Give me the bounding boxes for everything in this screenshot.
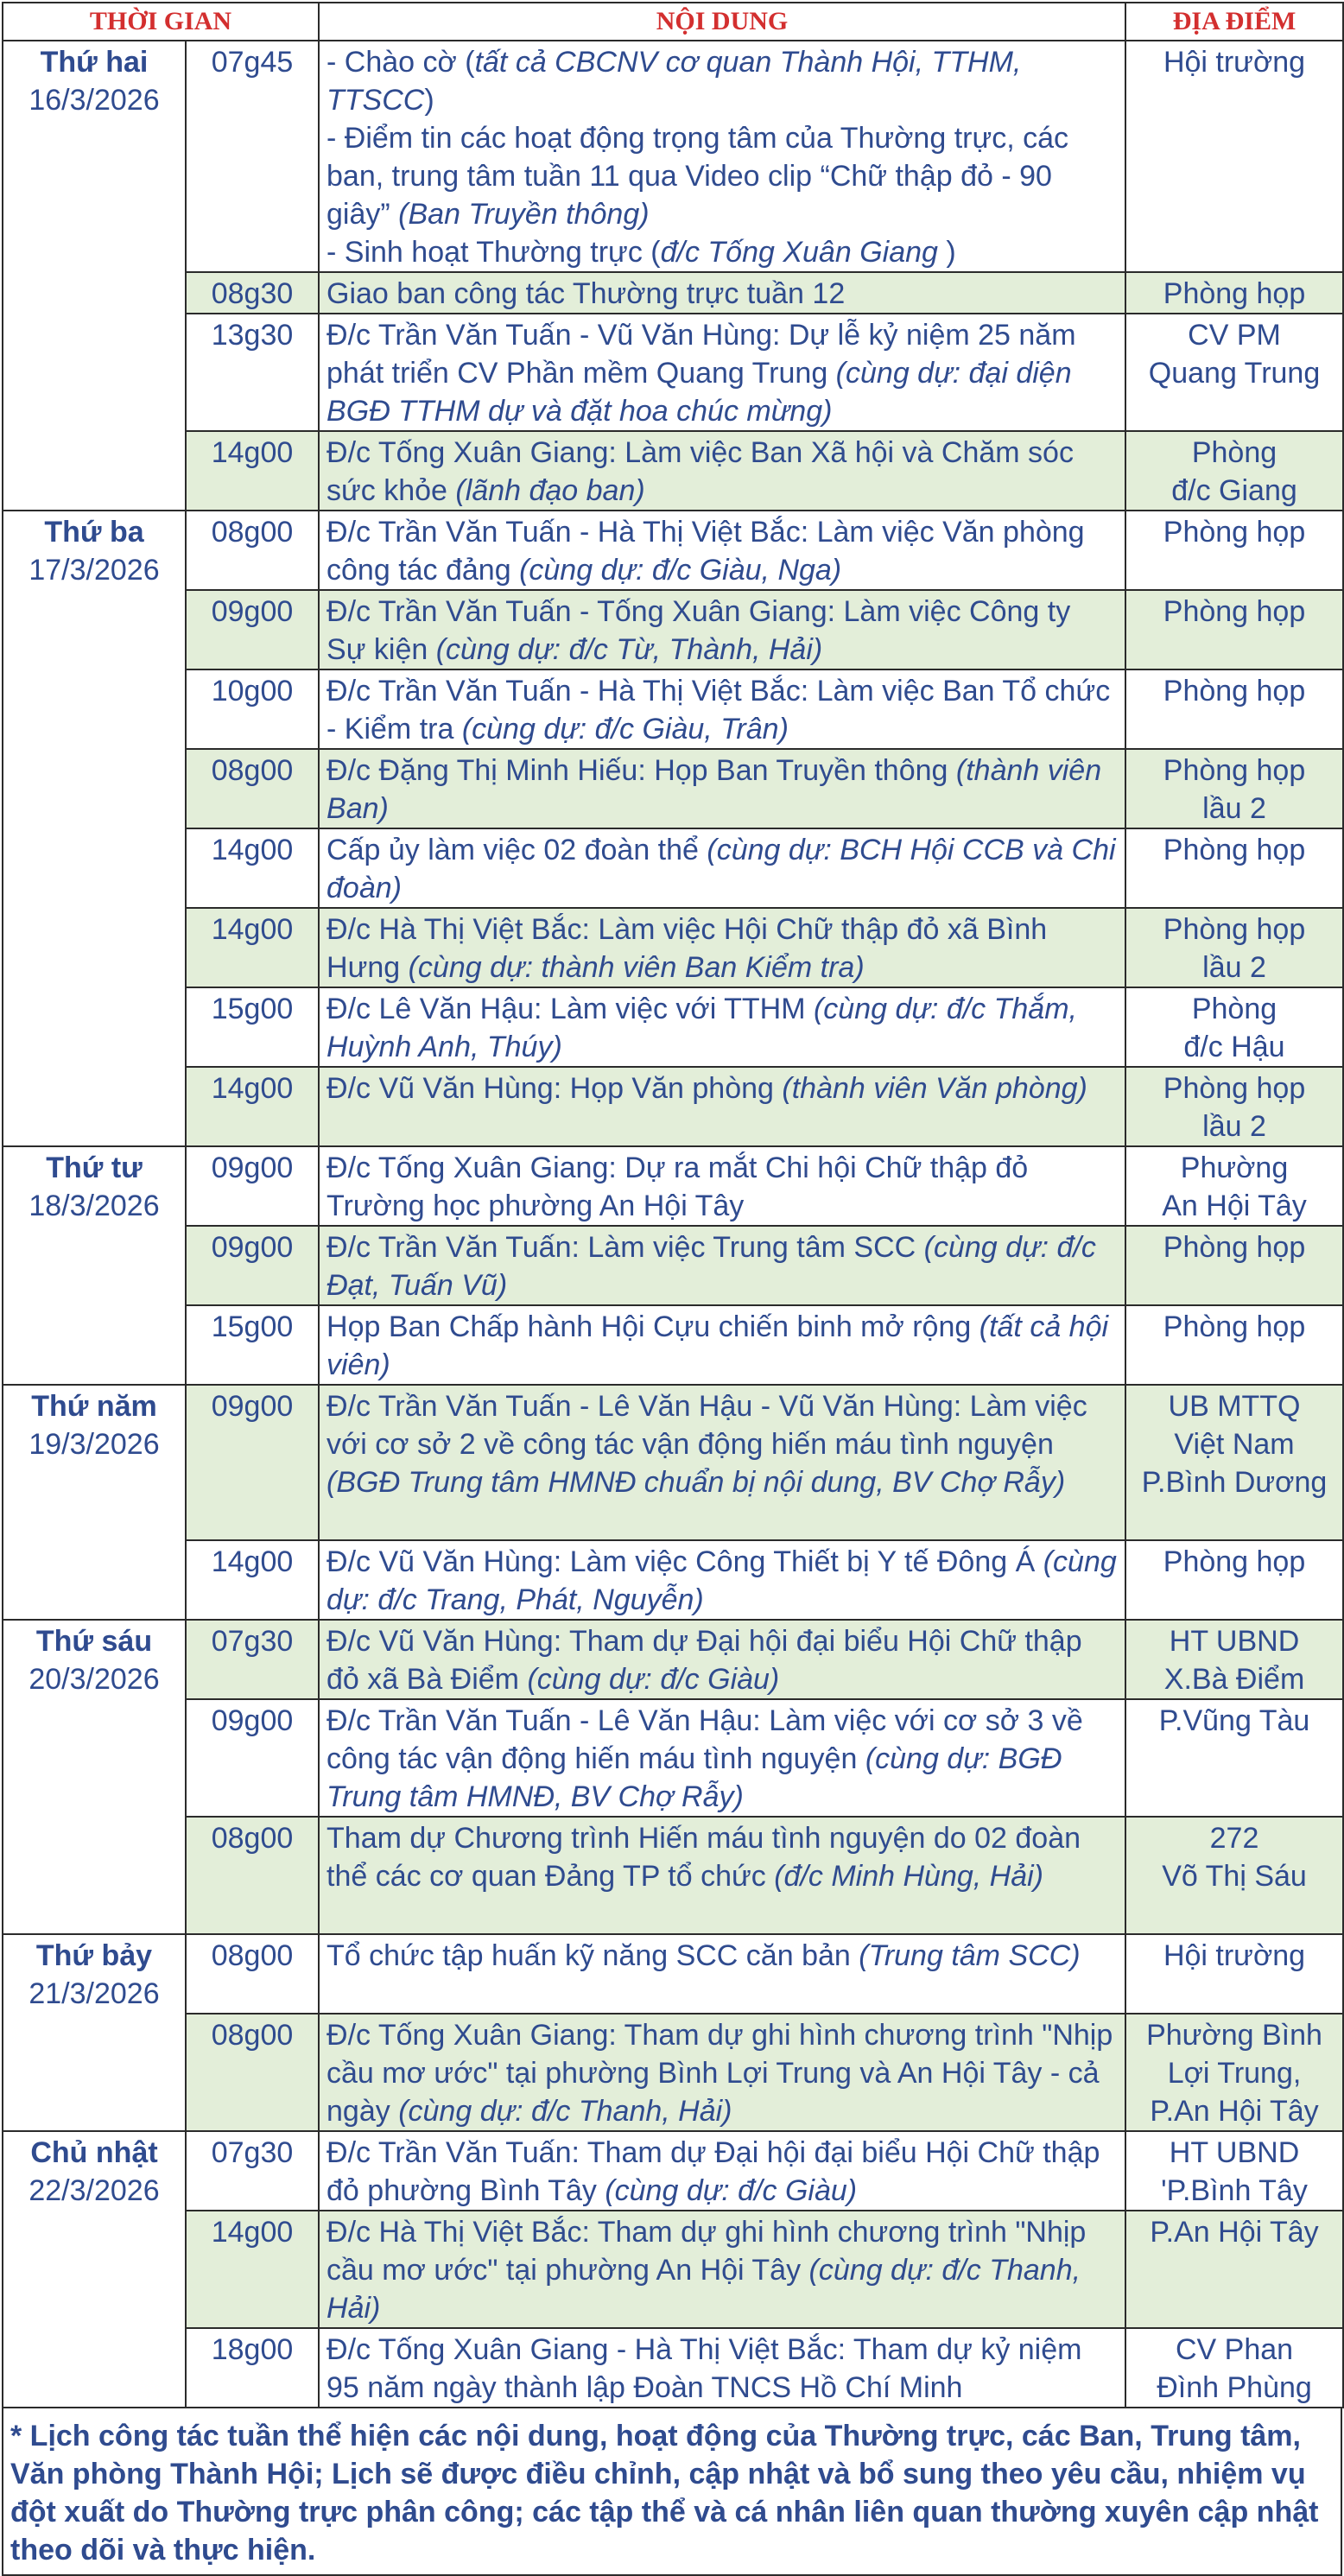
content-cell <box>319 1620 1125 1699</box>
schedule-row <box>3 908 1343 987</box>
footer-note: * Lịch công tác tuần thể hiện các nội dung, hoạt động của Thường trực, các Ban, Trung tâm, Văn phòng Thành Hội; Lịch sẽ được điều chỉnh, cập nhật và bổ sung theo yêu cầu, nhiệm vụ đột xuất do Thường trực phân công; các tập thể và cá nhân liên quan thường xuyên cập nhật theo dõi và thực hiện. <box>2 2408 1342 2576</box>
content-text: Đ/c Vũ Văn Hùng: Làm việc Công Thiết bị Y tế Đông Á <box>326 1545 1043 1578</box>
content-text: Tham dự Chương trình Hiến máu tình nguyện do 02 đoàn thể các cơ quan Đảng TP tổ chức <box>326 1822 1081 1893</box>
schedule-body <box>3 41 1343 2408</box>
day-name: Thứ tư <box>46 1152 143 1184</box>
content-text: Tổ chức tập huấn kỹ năng SCC căn bản <box>326 1939 859 1972</box>
day-name: Thứ ba <box>44 516 144 549</box>
content-note: (cùng dự: đ/c Giàu, Trân) <box>461 713 789 746</box>
content-text: Đ/c Tống Xuân Giang: Làm việc Ban Xã hội và Chăm sóc sức khỏe <box>326 436 1074 507</box>
place-cell: P.Vũng Tàu <box>1125 1699 1343 1817</box>
content-text: Đ/c Trần Văn Tuấn - Tống Xuân Giang: Làm việc Công ty Sự kiện <box>326 595 1071 666</box>
schedule-row <box>3 1226 1343 1305</box>
content-note: đ/c Tống Xuân Giang <box>660 236 938 269</box>
content-text: Đ/c Tống Xuân Giang: Tham dự ghi hình chương trình "Nhịp cầu mơ ước" tại phường Bình Lợi Trung và An Hội Tây - cả ngày <box>326 2019 1113 2128</box>
content-text: Đ/c Tống Xuân Giang - Hà Thị Việt Bắc: Tham dự kỷ niệm 95 năm ngày thành lập Đoàn TNCS Hồ Chí Minh <box>326 2333 1082 2404</box>
content-cell <box>319 1226 1125 1305</box>
content-text: Đ/c Trần Văn Tuấn: Làm việc Trung tâm SCC <box>326 1231 924 1264</box>
content-text: Đ/c Hà Thị Việt Bắc: Tham dự ghi hình chương trình "Nhịp cầu mơ ước" tại phường An Hội Tây <box>326 2216 1087 2287</box>
content-text: Đ/c Trần Văn Tuấn - Lê Văn Hậu: Làm việc với cơ sở 3 về công tác vận động hiến máu tình nguyện <box>326 1704 1083 1775</box>
content-note: (cùng dự: BCH Hội CCB và Chi đoàn) <box>326 834 1116 904</box>
content-cell <box>319 1540 1125 1620</box>
place-cell: Phòng họp <box>1125 1540 1343 1620</box>
content-cell <box>319 828 1125 908</box>
schedule-row <box>3 828 1343 908</box>
place-cell: HT UBND 'P.Bình Tây <box>1125 2131 1343 2211</box>
schedule-row <box>3 669 1343 749</box>
content-text: Đ/c Tống Xuân Giang: Dự ra mắt Chi hội Chữ thập đỏ Trường học phường An Hội Tây <box>326 1152 1029 1222</box>
place-cell: 272 Võ Thị Sáu <box>1125 1817 1343 1934</box>
schedule-row <box>3 590 1343 669</box>
content-cell <box>319 314 1125 431</box>
time-cell: 14g00 <box>186 1067 319 1146</box>
content-text: Đ/c Hà Thị Việt Bắc: Làm việc Hội Chữ thập đỏ xã Bình Hưng <box>326 913 1048 984</box>
place-cell: UB MTTQ Việt Nam P.Bình Dương <box>1125 1385 1343 1540</box>
place-cell: HT UBND X.Bà Điểm <box>1125 1620 1343 1699</box>
schedule-sheet <box>2 2 1342 2576</box>
place-cell: CV Phan Đình Phùng <box>1125 2328 1343 2408</box>
time-cell: 15g00 <box>186 1305 319 1385</box>
day-cell <box>3 41 186 511</box>
content-text: - Sinh hoạt Thường trực ( <box>326 236 661 269</box>
content-note: (cùng dự: đ/c Thanh, Hải) <box>398 2095 732 2128</box>
day-date: 19/3/2026 <box>29 1428 160 1461</box>
place-cell: Phường Bình Lợi Trung, P.An Hội Tây <box>1125 2014 1343 2131</box>
schedule-row <box>3 749 1343 828</box>
schedule-row <box>3 1540 1343 1620</box>
content-note: (thành viên Văn phòng) <box>782 1072 1087 1105</box>
content-note: (cùng dự: đ/c Giàu, Nga) <box>519 554 842 587</box>
content-note: (cùng dự: đ/c Giàu) <box>605 2174 858 2207</box>
time-cell: 07g45 <box>186 41 319 272</box>
content-text: - Chào cờ ( <box>326 46 475 79</box>
content-note: (thành viên Ban) <box>326 754 1102 825</box>
time-cell: 08g00 <box>186 1934 319 2014</box>
time-cell: 09g00 <box>186 1226 319 1305</box>
header-place: ĐỊA ĐIỂM <box>1125 3 1343 41</box>
content-note: (cùng dự: BGĐ Trung tâm HMNĐ, BV Chợ Rẫy) <box>326 1742 1062 1813</box>
content-cell <box>319 1067 1125 1146</box>
time-cell: 08g00 <box>186 1817 319 1934</box>
schedule-row <box>3 1067 1343 1146</box>
content-cell <box>319 590 1125 669</box>
content-text: - Điểm tin các hoạt động trọng tâm của Thường trực, các ban, trung tâm tuần 11 qua Video clip “Chữ thập đỏ - 90 giây” <box>326 122 1069 231</box>
place-cell: Phòng họp <box>1125 511 1343 590</box>
day-name: Thứ năm <box>31 1390 157 1423</box>
day-date: 21/3/2026 <box>29 1977 160 2010</box>
place-cell: Phòng họp <box>1125 272 1343 314</box>
place-cell: Phòng họp lầu 2 <box>1125 908 1343 987</box>
place-cell: Hội trường <box>1125 41 1343 272</box>
content-note: (cùng dự: đ/c Thanh, Hải) <box>326 2254 1081 2325</box>
content-note: (cùng dự: đ/c Từ, Thành, Hải) <box>435 633 823 666</box>
time-cell: 14g00 <box>186 908 319 987</box>
content-cell <box>319 1305 1125 1385</box>
content-text: Đ/c Lê Văn Hậu: Làm việc với TTHM <box>326 993 814 1025</box>
content-cell <box>319 2328 1125 2408</box>
content-cell <box>319 1934 1125 2014</box>
place-cell: CV PM Quang Trung <box>1125 314 1343 431</box>
day-date: 20/3/2026 <box>29 1663 160 1696</box>
content-text: ) <box>424 84 434 117</box>
place-cell: Phòng họp <box>1125 828 1343 908</box>
content-cell <box>319 749 1125 828</box>
content-text: Họp Ban Chấp hành Hội Cựu chiến binh mở rộng <box>326 1310 979 1343</box>
schedule-row <box>3 987 1343 1067</box>
content-note: (cùng dự: thành viên Ban Kiểm tra) <box>408 951 865 984</box>
schedule-row <box>3 2328 1343 2408</box>
content-text: Đ/c Vũ Văn Hùng: Tham dự Đại hội đại biểu Hội Chữ thập đỏ xã Bà Điểm <box>326 1625 1082 1696</box>
time-cell: 14g00 <box>186 2211 319 2328</box>
place-cell: Phòng họp <box>1125 590 1343 669</box>
day-date: 22/3/2026 <box>29 2174 160 2207</box>
day-name: Thứ bảy <box>35 1939 153 1972</box>
place-cell: Phường An Hội Tây <box>1125 1146 1343 1226</box>
content-text: Cấp ủy làm việc 02 đoàn thể <box>326 834 707 866</box>
place-cell: Phòng họp <box>1125 669 1343 749</box>
content-note: (Ban Truyền thông) <box>398 198 650 231</box>
place-cell: Phòng họp lầu 2 <box>1125 749 1343 828</box>
content-text: Đ/c Trần Văn Tuấn - Hà Thị Việt Bắc: Làm việc Văn phòng công tác đảng <box>326 516 1085 587</box>
content-note: (cùng dự: đ/c Đạt, Tuấn Vũ) <box>326 1231 1096 1302</box>
schedule-row <box>3 2014 1343 2131</box>
content-note: (lãnh đạo ban) <box>455 474 645 507</box>
day-cell <box>3 511 186 1146</box>
schedule-row <box>3 1146 1343 1226</box>
content-cell <box>319 1699 1125 1817</box>
place-cell: Phòng họp lầu 2 <box>1125 1067 1343 1146</box>
content-text: Đ/c Trần Văn Tuấn - Hà Thị Việt Bắc: Làm việc Ban Tổ chức - Kiểm tra <box>326 675 1111 746</box>
schedule-row <box>3 1699 1343 1817</box>
schedule-row <box>3 1620 1343 1699</box>
schedule-row <box>3 41 1343 272</box>
content-cell <box>319 431 1125 511</box>
time-cell: 08g00 <box>186 511 319 590</box>
content-cell <box>319 2014 1125 2131</box>
content-text: Đ/c Vũ Văn Hùng: Họp Văn phòng <box>326 1072 783 1105</box>
schedule-row <box>3 1385 1343 1540</box>
place-cell: Hội trường <box>1125 1934 1343 2014</box>
place-cell: Phòng đ/c Giang <box>1125 431 1343 511</box>
content-text: Đ/c Đặng Thị Minh Hiếu: Họp Ban Truyền thông <box>326 754 956 787</box>
content-cell <box>319 669 1125 749</box>
time-cell: 14g00 <box>186 431 319 511</box>
schedule-row <box>3 2131 1343 2211</box>
content-note: (cùng dự: đ/c Trang, Phát, Nguyễn) <box>326 1545 1117 1616</box>
place-cell: Phòng họp <box>1125 1305 1343 1385</box>
time-cell: 13g30 <box>186 314 319 431</box>
content-note: (cùng dự: đại diện BGĐ TTHM dự và đặt hoa chúc mừng) <box>326 357 1072 428</box>
table-header-row <box>3 3 1343 41</box>
content-cell <box>319 908 1125 987</box>
time-cell: 18g00 <box>186 2328 319 2408</box>
content-note: (cùng dự: đ/c Giàu) <box>527 1663 780 1696</box>
time-cell: 15g00 <box>186 987 319 1067</box>
time-cell: 14g00 <box>186 1540 319 1620</box>
day-name: Thứ sáu <box>35 1625 153 1658</box>
content-cell <box>319 1817 1125 1934</box>
schedule-row <box>3 1934 1343 2014</box>
content-cell <box>319 1385 1125 1540</box>
schedule-row <box>3 1305 1343 1385</box>
content-cell <box>319 272 1125 314</box>
content-cell <box>319 41 1125 272</box>
content-cell <box>319 511 1125 590</box>
place-cell: Phòng đ/c Hậu <box>1125 987 1343 1067</box>
day-date: 16/3/2026 <box>29 84 160 117</box>
time-cell: 09g00 <box>186 1146 319 1226</box>
content-note: (đ/c Minh Hùng, Hải) <box>774 1860 1043 1893</box>
day-name: Thứ hai <box>40 46 149 79</box>
time-cell: 09g00 <box>186 1385 319 1540</box>
day-date: 17/3/2026 <box>29 554 160 587</box>
header-time: THỜI GIAN <box>3 3 319 41</box>
schedule-row <box>3 272 1343 314</box>
time-cell: 07g30 <box>186 2131 319 2211</box>
content-note: (tất cả hội viên) <box>326 1310 1109 1381</box>
content-text: ) <box>937 236 956 269</box>
content-note: (cùng dự: đ/c Thắm, Huỳnh Anh, Thúy) <box>326 993 1077 1063</box>
day-cell <box>3 1934 186 2131</box>
place-cell: P.An Hội Tây <box>1125 2211 1343 2328</box>
schedule-row <box>3 431 1343 511</box>
time-cell: 09g00 <box>186 590 319 669</box>
content-cell <box>319 1146 1125 1226</box>
day-cell <box>3 1385 186 1620</box>
time-cell: 14g00 <box>186 828 319 908</box>
content-note: tất cả CBCNV cơ quan Thành Hội, TTHM, TTSCC <box>326 46 1022 117</box>
content-text: Giao ban công tác Thường trực tuần 12 <box>326 277 846 310</box>
day-name: Chủ nhật <box>30 2136 158 2169</box>
day-date: 18/3/2026 <box>29 1190 160 1222</box>
schedule-row <box>3 314 1343 431</box>
time-cell: 08g00 <box>186 749 319 828</box>
content-cell <box>319 987 1125 1067</box>
schedule-row <box>3 2211 1343 2328</box>
content-cell <box>319 2211 1125 2328</box>
header-content: NỘI DUNG <box>319 3 1125 41</box>
place-cell: Phòng họp <box>1125 1226 1343 1305</box>
time-cell: 10g00 <box>186 669 319 749</box>
time-cell: 08g00 <box>186 2014 319 2131</box>
day-cell <box>3 1146 186 1385</box>
schedule-row <box>3 1817 1343 1934</box>
time-cell: 08g30 <box>186 272 319 314</box>
content-note: (BGĐ Trung tâm HMNĐ chuẩn bị nội dung, BV Chợ Rẫy) <box>326 1466 1066 1499</box>
schedule-table <box>2 2 1344 2408</box>
time-cell: 07g30 <box>186 1620 319 1699</box>
content-note: (Trung tâm SCC) <box>859 1939 1081 1972</box>
content-cell <box>319 2131 1125 2211</box>
content-text: Đ/c Trần Văn Tuấn - Lê Văn Hậu - Vũ Văn Hùng: Làm việc với cơ sở 2 về công tác vận động hiến máu tình nguyện <box>326 1390 1087 1461</box>
day-cell <box>3 1620 186 1934</box>
day-cell <box>3 2131 186 2408</box>
schedule-row <box>3 511 1343 590</box>
time-cell: 09g00 <box>186 1699 319 1817</box>
content-text: Đ/c Trần Văn Tuấn - Vũ Văn Hùng: Dự lễ kỷ niệm 25 năm phát triển CV Phần mềm Quang Trung <box>326 319 1076 390</box>
content-text: Đ/c Trần Văn Tuấn: Tham dự Đại hội đại biểu Hội Chữ thập đỏ phường Bình Tây <box>326 2136 1100 2207</box>
